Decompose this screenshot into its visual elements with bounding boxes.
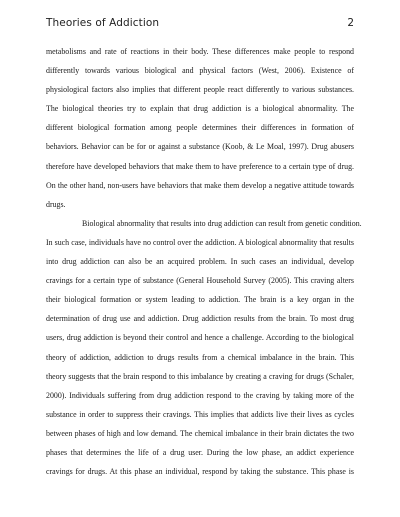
- text-line: behaviors. Behavior can be for or against a substance (Koob, & Le Moal, 1997). Drug abusers: [46, 142, 354, 152]
- text-line: cravings for drugs. At this phase an individual, respond by taking the substance. This phase is: [46, 467, 354, 477]
- text-line: On the other hand, non-users have behaviors that make them develop a negative attitude towards: [46, 180, 354, 190]
- text-line: differently towards various biological and physical factors (West, 2006). Existence of: [46, 66, 354, 76]
- text-line: their biological formation or system leading to addiction. The brain is a key organ in the: [46, 295, 354, 305]
- text-line: substance in order to suppress their cravings. This implies that addicts live their lives as cycles: [46, 409, 354, 419]
- text-line: theory of addiction, addiction to drugs results from a chemical imbalance in the brain. This: [46, 352, 354, 362]
- text-line: phases that determines the life of a drug user. During the low phase, an addict experience: [46, 447, 354, 457]
- text-line: The biological theories try to explain that drug addiction is a biological abnormality. The: [46, 104, 354, 114]
- text-line: determination of drug use and addiction. Drug addiction results from the brain. To most drug: [46, 314, 354, 324]
- paragraph-2: [46, 214, 362, 481]
- page-number: 2: [347, 17, 354, 29]
- paragraph-1: [46, 42, 354, 214]
- text-line: into drug addiction can also be an acquired problem. In such cases an individual, develop: [46, 257, 354, 267]
- text-line: therefore have developed behaviors that make them to have preference to a certain type of drug.: [46, 161, 354, 171]
- text-line: cravings for a certain type of substance (General Household Survey (2005). This craving alters: [46, 276, 354, 286]
- text-line: different biological formation among people determines their differences in formation of: [46, 123, 354, 133]
- text-line: 2000). Individuals suffering from drug addiction respond to the craving by taking more of the: [46, 390, 354, 400]
- text-line: users, drug addiction is beyond their control and hence a challenge. According to the biological: [46, 333, 354, 343]
- text-line: Biological abnormality that results into drug addiction can result from genetic condition.: [82, 218, 362, 228]
- text-line: between phases of high and low demand. The chemical imbalance in their brain dictates the two: [46, 428, 354, 438]
- text-line: theory suggests that the brain respond to this imbalance by creating a craving for drugs (Schaler,: [46, 371, 354, 381]
- running-head: Theories of Addiction: [46, 17, 160, 29]
- text-line: drugs.: [46, 199, 66, 209]
- text-line: metabolisms and rate of reactions in their body. These differences make people to respond: [46, 47, 354, 56]
- document-body: [46, 42, 362, 481]
- text-line: physiological factors also implies that different people react differently to various substances.: [46, 85, 354, 95]
- text-line: In such case, individuals have no control over the addiction. A biological abnormality that results: [46, 237, 354, 247]
- page-header: [46, 17, 354, 33]
